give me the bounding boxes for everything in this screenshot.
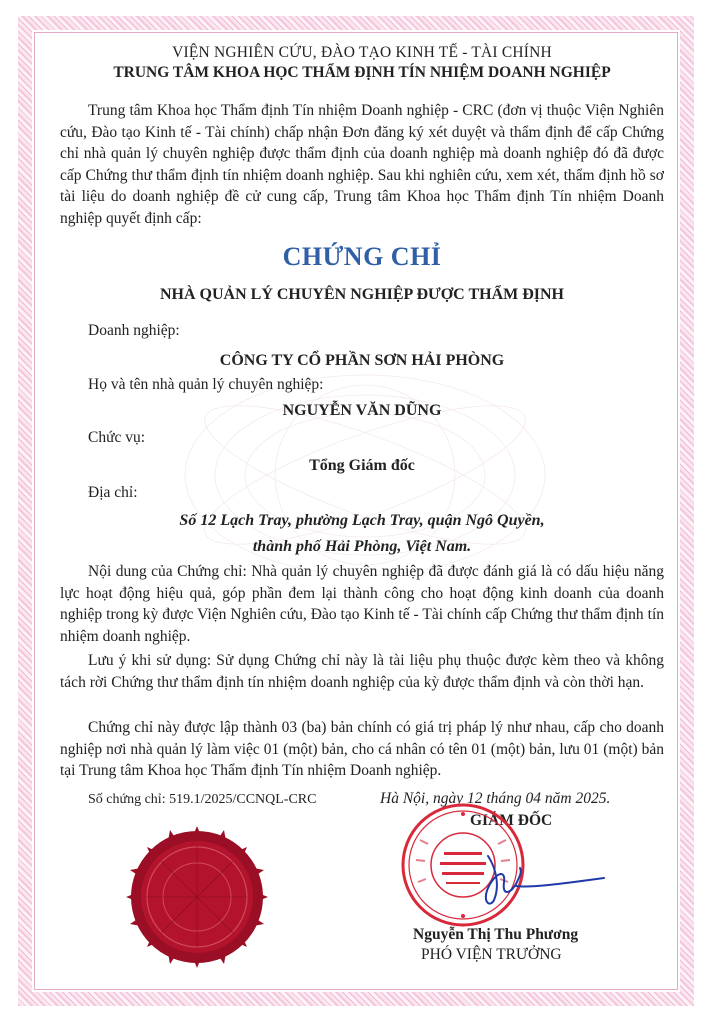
certificate-number: Số chứng chỉ: 519.1/2025/CCNQL-CRC [88, 792, 317, 807]
intro-paragraph: Trung tâm Khoa học Thẩm định Tín nhiệm Doanh nghiệp - CRC (đơn vị thuộc Viện Nghiên cứu, Đào tạo Kinh tế - Tài chính) chấp nhận Đơn đăng ký xét duyệt và thẩm định để cấp Chứng chỉ nhà quản lý chuyên nghiệp được thẩm định của doanh nghiệp mà doanh nghiệp đó đã được cấp Chứng thư thẩm định tín nhiệm doanh nghiệp. Sau khi nghiên cứu, xem xét, thẩm định hồ sơ tài liệu do doanh nghiệp đề cử cung cấp, Trung tâm Khoa học Thẩm định Tín nhiệm Doanh nghiệp quyết định cấp: [60, 102, 664, 227]
signer-title: GIÁM ĐỐC [470, 812, 553, 829]
address-line-2: thành phố Hải Phòng, Việt Nam. [252, 538, 472, 555]
signer-role: PHÓ VIỆN TRƯỞNG [421, 946, 562, 963]
usage-note-paragraph: Lưu ý khi sử dụng: Sử dụng Chứng chỉ này là tài liệu phụ thuộc được kèm theo và không tách rời Chứng thư thẩm định tín nhiệm doanh nghiệp của kỳ được thẩm định và còn thời hạn. [60, 652, 664, 691]
manager-label: Họ và tên nhà quản lý chuyên nghiệp: [88, 376, 324, 393]
handwritten-signature [470, 838, 610, 918]
institute-name: VIỆN NGHIÊN CỨU, ĐÀO TẠO KINH TẾ - TÀI CHÍNH [172, 44, 552, 61]
content-paragraph: Nội dung của Chứng chỉ: Nhà quản lý chuyên nghiệp đã được đánh giá là có dấu hiệu năng lực hoạt động hiệu quả, góp phần đem lại thành công cho hoạt động kinh doanh của doanh nghiệp trong kỳ được Viện Nghiên cứu, Đào tạo Kinh tế - Tài chính cấp Chứng thư thẩm định tín nhiệm doanh nghiệp. [60, 563, 664, 645]
certificate-title: CHỨNG CHỈ [282, 242, 442, 271]
center-name: TRUNG TÂM KHOA HỌC THẨM ĐỊNH TÍN NHIỆM DOANH NGHIỆP [113, 64, 611, 81]
address-line-1: Số 12 Lạch Tray, phường Lạch Tray, quận Ngô Quyền, [179, 512, 545, 529]
embossed-seal [126, 826, 268, 968]
address-label: Địa chỉ: [88, 484, 138, 501]
place-date: Hà Nội, ngày 12 tháng 04 năm 2025. [380, 790, 611, 807]
copies-paragraph: Chứng chỉ này được lập thành 03 (ba) bản chính có giá trị pháp lý như nhau, cấp cho doanh nghiệp nơi nhà quản lý làm việc 01 (một) bản, cho cá nhân có tên 01 (một) bản, lưu 01 (một) bản tại Trung tâm Khoa học Thẩm định Tín nhiệm Doanh nghiệp. [60, 719, 664, 779]
position-value: Tổng Giám đốc [309, 457, 415, 474]
company-label: Doanh nghiệp: [88, 322, 180, 339]
signer-name: Nguyễn Thị Thu Phương [413, 926, 579, 943]
certificate-subtitle: NHÀ QUẢN LÝ CHUYÊN NGHIỆP ĐƯỢC THẨM ĐỊNH [159, 286, 564, 303]
position-label: Chức vụ: [88, 429, 146, 446]
manager-name: NGUYỄN VĂN DŨNG [282, 402, 442, 419]
company-name: CÔNG TY CỔ PHẦN SƠN HẢI PHÒNG [219, 352, 505, 369]
